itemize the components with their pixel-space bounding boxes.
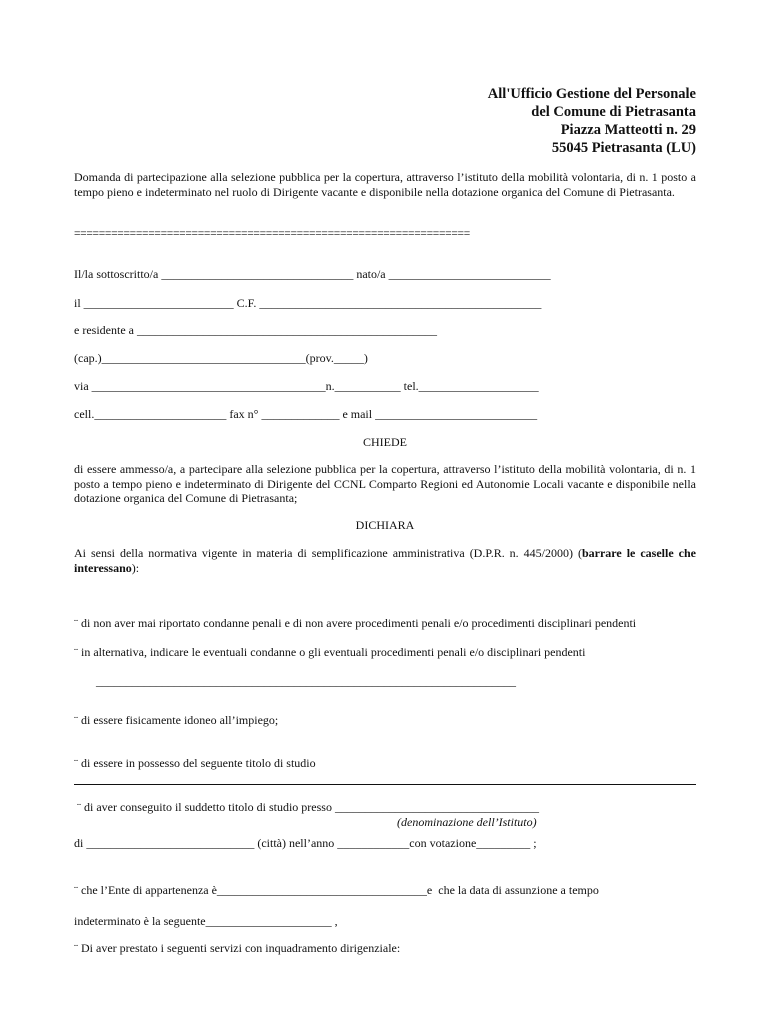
dichiara-text-bold: barrare le caselle che interessano <box>74 546 696 575</box>
item-pending-proceedings-line: ______________________________________________________________________ <box>96 674 516 688</box>
separator: ================================================================ <box>74 228 470 240</box>
item-no-convictions: ¨ di non aver mai riportato condanne penali e di non avere procedimenti penali e/o procedimenti disciplinari pendenti <box>74 616 637 630</box>
study-title-rule <box>74 784 696 785</box>
item-employer-line-2: indeterminato è la seguente_____________________ , <box>74 914 338 928</box>
dichiara-text-suffix: ): <box>131 560 140 575</box>
item-study-institute: ¨ di aver conseguito il suddetto titolo di studio presso __________________________________ <box>74 800 539 814</box>
field-line-contacts: cell.______________________ fax n° _____________ e mail ___________________________ <box>74 407 538 421</box>
address-line-3: Piazza Matteotti n. 29 <box>560 122 696 138</box>
dichiara-heading: DICHIARA <box>355 518 415 532</box>
address-line-2: del Comune di Pietrasanta <box>531 104 696 120</box>
chiede-heading: CHIEDE <box>363 435 407 449</box>
address-line-4: 55045 Pietrasanta (LU) <box>551 140 696 156</box>
item-employer-line-1: ¨ che l’Ente di appartenenza è___________________________________e che la data di assunzione a tempo <box>74 883 599 897</box>
chiede-paragraph: di essere ammesso/a, a partecipare alla selezione pubblica per la copertura, attraverso l’istituto della mobilità volontaria, di n. 1 posto a tempo pieno e indeterminato di Dirigente del CCNL Comparto Regioni ed Autonomie Locali vacante e disponibile nella dotazione organica del Comune di Pietrasanta; <box>74 462 696 505</box>
field-line-name: Il/la sottoscritto/a ________________________________ nato/a ___________________________ <box>74 267 551 281</box>
field-line-cf: il _________________________ C.F. _______________________________________________ <box>74 296 542 310</box>
item-fitness: ¨ di essere fisicamente idoneo all’impiego; <box>74 713 279 727</box>
item-managerial-services: ¨ Di aver prestato i seguenti servizi con inquadramento dirigenziale: <box>74 941 401 955</box>
field-line-residence: e residente a __________________________________________________ <box>74 323 437 337</box>
address-line-1: All'Ufficio Gestione del Personale <box>487 86 696 102</box>
field-line-cap: (cap.)__________________________________(prov._____) <box>74 351 368 365</box>
institute-caption: (denominazione dell’Istituto) <box>397 815 537 829</box>
dichiara-text-prefix: Ai sensi della normativa vigente in materia di semplificazione amministrativa (D.P.R. n. 445/2000) ( <box>74 546 582 560</box>
item-study-city-year: di ____________________________ (città) nell’anno ____________con votazione_________ ; <box>74 836 537 850</box>
dichiara-paragraph <box>74 546 696 575</box>
item-study-title: ¨ di essere in possesso del seguente titolo di studio <box>74 756 316 770</box>
item-pending-proceedings: ¨ in alternativa, indicare le eventuali condanne o gli eventuali procedimenti penali e/o disciplinari pendenti <box>74 645 586 659</box>
field-line-address: via _______________________________________n.___________ tel.____________________ <box>74 379 539 393</box>
intro-paragraph: Domanda di partecipazione alla selezione pubblica per la copertura, attraverso l’istituto della mobilità volontaria, di n. 1 posto a tempo pieno e indeterminato nel ruolo di Dirigente vacante e disponibile nella dotazione organica del Comune di Pietrasanta. <box>74 170 696 199</box>
